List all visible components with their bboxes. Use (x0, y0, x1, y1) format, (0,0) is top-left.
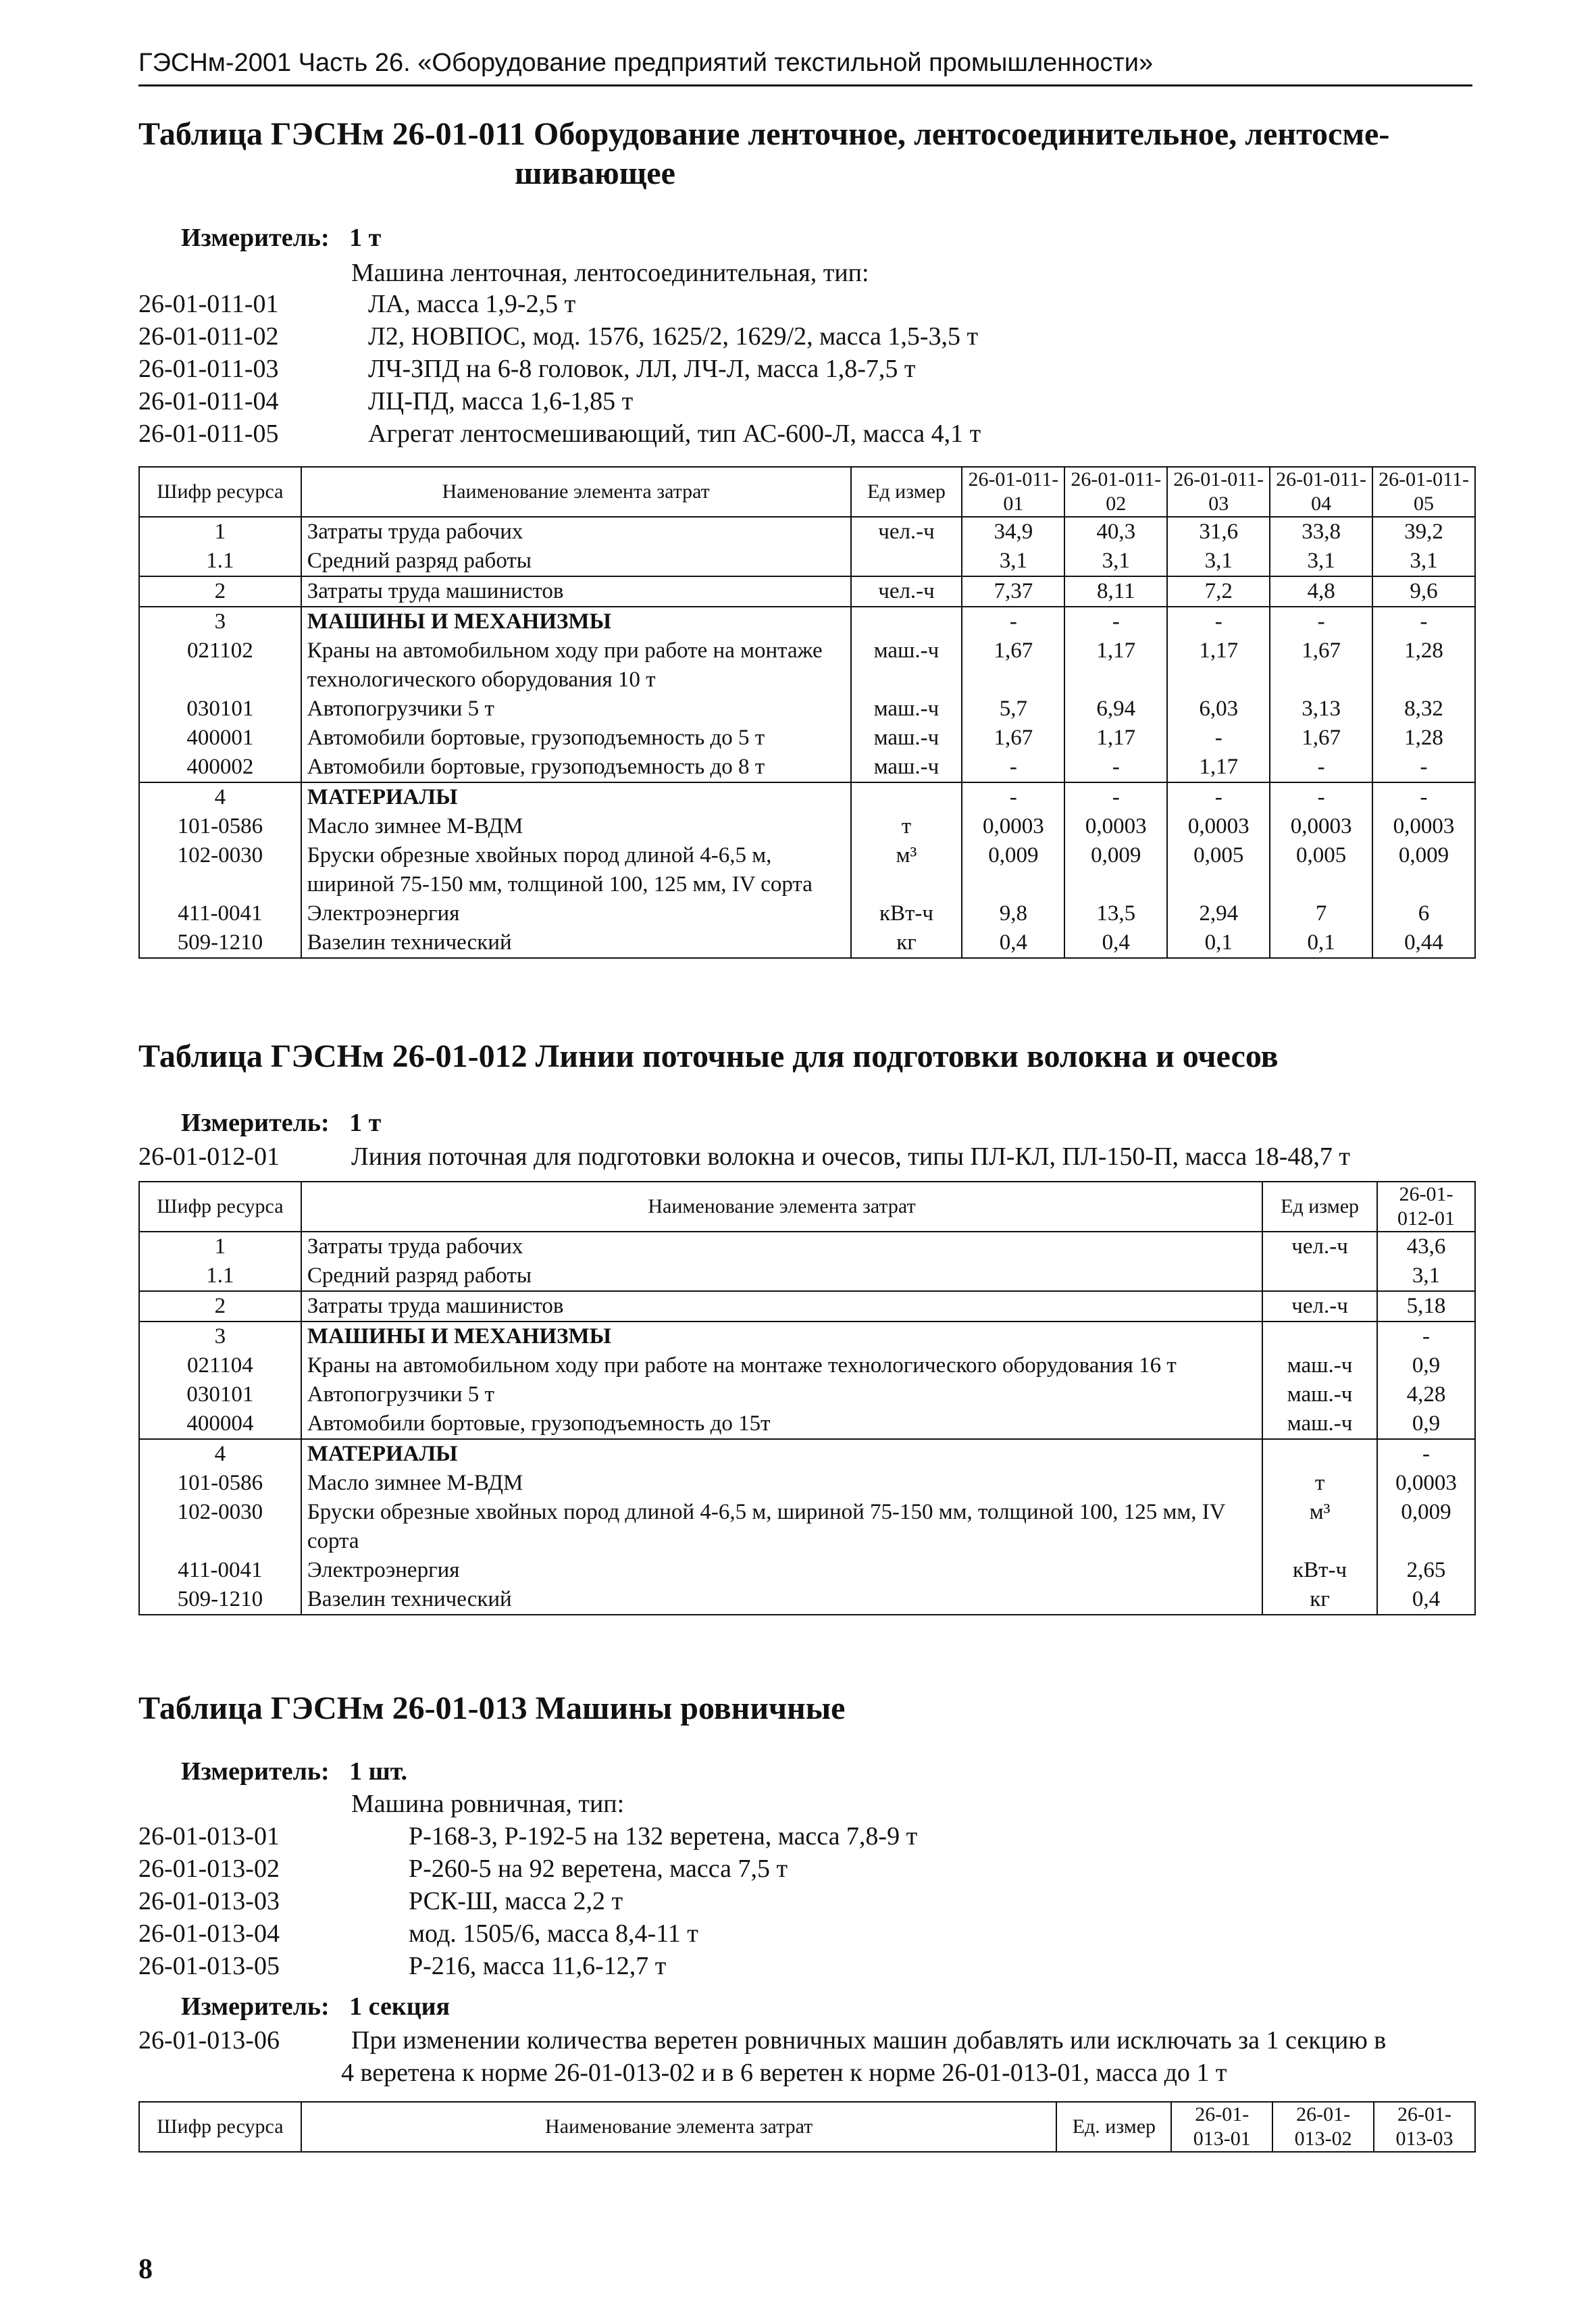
norm-value: - (962, 607, 1064, 636)
unit: чел.-ч (1262, 1291, 1377, 1322)
table3-item6-code: 26-01-013-06 (138, 2026, 280, 2055)
meter-label: Измеритель: (181, 1109, 330, 1137)
norm-value: 3,13 (1270, 695, 1372, 724)
norm-value: 0,1 (1270, 928, 1372, 958)
item-text: Р-216, масса 11,6-12,7 т (409, 1952, 667, 1980)
norm-value: 13,5 (1064, 899, 1167, 928)
norm-value: 5,7 (962, 695, 1064, 724)
norm-value: - (1270, 782, 1372, 812)
norm-value: - (962, 782, 1064, 812)
norm-value: 1,28 (1372, 724, 1475, 753)
item-code: 26-01-013-02 (138, 1855, 280, 1883)
column-header: 26-01-011-04 (1270, 467, 1372, 517)
norm-value: 9,6 (1372, 576, 1475, 607)
cost-element-name: Автомобили бортовые, грузоподъемность до 15т (301, 1409, 1262, 1439)
norm-value: 1,17 (1064, 636, 1167, 695)
norm-value: 0,009 (1377, 1498, 1475, 1556)
unit: кг (851, 928, 962, 958)
column-header: 26-01-011-05 (1372, 467, 1475, 517)
table2-item-code: 26-01-012-01 (138, 1142, 280, 1171)
norm-value: 9,8 (962, 899, 1064, 928)
norm-value: 0,0003 (1372, 812, 1475, 841)
resource-code: 509-1210 (139, 928, 301, 958)
cost-element-name: Бруски обрезные хвойных пород длиной 4-6,5 м, шириной 75-150 мм, толщиной 100, 125 мм, IV сорта (301, 1498, 1262, 1556)
unit: маш.-ч (1262, 1351, 1377, 1380)
item-code: 26-01-011-03 (138, 355, 279, 383)
norm-value: 3,1 (1372, 547, 1475, 576)
norm-value: 2,94 (1167, 899, 1270, 928)
table3-resources (138, 2101, 1476, 2153)
meter-label: Измеритель: (181, 1757, 330, 1786)
norm-value: 0,0003 (1377, 1469, 1475, 1498)
norm-value: 1,17 (1167, 636, 1270, 695)
norm-value: 0,0003 (1064, 812, 1167, 841)
item-code: 26-01-013-05 (138, 1952, 280, 1980)
norm-value: - (1167, 724, 1270, 753)
cost-element-name: МАШИНЫ И МЕХАНИЗМЫ (301, 1322, 1262, 1351)
norm-value: 2,65 (1377, 1556, 1475, 1585)
column-header: Наименование элемента затрат (301, 467, 851, 517)
column-header: 26-01-011-03 (1167, 467, 1270, 517)
norm-value: 0,005 (1167, 841, 1270, 899)
norm-value: 43,6 (1377, 1232, 1475, 1261)
table3-item6-line1: При изменении количества веретен ровничных машин добавлять или исключать за 1 секцию в (351, 2026, 1387, 2055)
norm-value: 0,009 (1064, 841, 1167, 899)
cost-element-name: Средний разряд работы (301, 547, 851, 576)
table-row (139, 1585, 1475, 1615)
table-row (139, 517, 1475, 547)
meter-value: 1 секция (349, 1992, 451, 2021)
table-row (139, 899, 1475, 928)
resource-code: 3 (139, 607, 301, 636)
cost-element-name: Затраты труда рабочих (301, 517, 851, 547)
norm-value: 4,8 (1270, 576, 1372, 607)
table-row (139, 1351, 1475, 1380)
unit: маш.-ч (851, 695, 962, 724)
meter-label: Измеритель: (181, 224, 330, 252)
cost-element-name: Масло зимнее М-ВДМ (301, 1469, 1262, 1498)
item-text: Агрегат лентосмешивающий, тип АС-600-Л, масса 4,1 т (368, 420, 981, 448)
norm-value: 1,67 (962, 724, 1064, 753)
unit: т (851, 812, 962, 841)
resource-code: 030101 (139, 695, 301, 724)
unit: м³ (851, 841, 962, 899)
unit: маш.-ч (1262, 1409, 1377, 1439)
resource-code: 101-0586 (139, 812, 301, 841)
norm-value: 39,2 (1372, 517, 1475, 547)
item-text: Р-260-5 на 92 веретена, масса 7,5 т (409, 1855, 788, 1883)
norm-value: 8,32 (1372, 695, 1475, 724)
unit (1262, 1439, 1377, 1469)
column-header: 26-01-013-01 (1171, 2102, 1272, 2152)
table1-title-line1: Таблица ГЭСНм 26-01-011 Оборудование ленточное, лентосоединительное, лентосме- (138, 116, 1390, 152)
unit: чел.-ч (851, 517, 962, 547)
item-text: ЛЧ-ЗПД на 6-8 головок, ЛЛ, ЛЧ-Л, масса 1,8-7,5 т (368, 355, 916, 383)
norm-value: - (1064, 782, 1167, 812)
meter-label: Измеритель: (181, 1992, 330, 2021)
unit (1262, 1322, 1377, 1351)
column-header: Ед. измер (1056, 2102, 1171, 2152)
column-header: Ед измер (851, 467, 962, 517)
norm-value: 0,0003 (1270, 812, 1372, 841)
cost-element-name: МАТЕРИАЛЫ (301, 782, 851, 812)
resource-code: 101-0586 (139, 1469, 301, 1498)
item-code: 26-01-013-01 (138, 1822, 280, 1851)
item-text: ЛЦ-ПД, масса 1,6-1,85 т (368, 387, 634, 416)
column-header: Шифр ресурса (139, 2102, 301, 2152)
norm-value: 0,9 (1377, 1351, 1475, 1380)
item-code: 26-01-011-05 (138, 420, 279, 448)
item-text: Р-168-3, Р-192-5 на 132 веретена, масса 7,8-9 т (409, 1822, 918, 1851)
norm-value: 0,009 (962, 841, 1064, 899)
resource-code: 1 (139, 517, 301, 547)
norm-value: - (1377, 1322, 1475, 1351)
norm-value: 34,9 (962, 517, 1064, 547)
resource-code: 411-0041 (139, 899, 301, 928)
item-text: РСК-Ш, масса 2,2 т (409, 1887, 623, 1915)
meter-value: 1 т (349, 224, 382, 252)
table-row (139, 1232, 1475, 1261)
unit: кВт-ч (851, 899, 962, 928)
table-row (139, 1498, 1475, 1556)
norm-value: 1,17 (1167, 753, 1270, 782)
table-row (139, 636, 1475, 695)
column-header: 26-01-011-01 (962, 467, 1064, 517)
norm-value: - (1372, 607, 1475, 636)
cost-element-name: Затраты труда машинистов (301, 1291, 1262, 1322)
unit: кВт-ч (1262, 1556, 1377, 1585)
resource-code: 021104 (139, 1351, 301, 1380)
column-header: Шифр ресурса (139, 1182, 301, 1232)
resource-code: 102-0030 (139, 1498, 301, 1556)
norm-value: 7,2 (1167, 576, 1270, 607)
norm-value: - (962, 753, 1064, 782)
item-text: мод. 1505/6, масса 8,4-11 т (409, 1919, 698, 1948)
table-row (139, 753, 1475, 782)
item-code: 26-01-013-04 (138, 1919, 280, 1948)
column-header: 26-01-013-03 (1374, 2102, 1475, 2152)
table1-meter (181, 223, 381, 253)
table1-resources (138, 466, 1476, 959)
table3-meter2 (181, 1992, 450, 2021)
unit (1262, 1261, 1377, 1291)
cost-element-name: Бруски обрезные хвойных пород длиной 4-6,5 м, шириной 75-150 мм, толщиной 100, 125 мм, IV сорта (301, 841, 851, 899)
table-row (139, 1556, 1475, 1585)
norm-value: 0,009 (1372, 841, 1475, 899)
table-row (139, 1439, 1475, 1469)
table3-item6-line2: 4 веретена к норме 26-01-013-02 и в 6 веретен к норме 26-01-013-01, масса до 1 т (341, 2059, 1227, 2087)
unit: чел.-ч (1262, 1232, 1377, 1261)
table-row (139, 1409, 1475, 1439)
column-header: Ед измер (1262, 1182, 1377, 1232)
resource-code: 3 (139, 1322, 301, 1351)
unit: т (1262, 1469, 1377, 1498)
cost-element-name: Автопогрузчики 5 т (301, 1380, 1262, 1409)
table2-title: Таблица ГЭСНм 26-01-012 Линии поточные для подготовки волокна и очесов (138, 1038, 1279, 1074)
table-row (139, 724, 1475, 753)
resource-code: 1.1 (139, 1261, 301, 1291)
norm-value: 0,9 (1377, 1409, 1475, 1439)
item-code: 26-01-011-02 (138, 322, 279, 351)
norm-value: 6,03 (1167, 695, 1270, 724)
resource-code: 4 (139, 782, 301, 812)
unit: м³ (1262, 1498, 1377, 1556)
norm-value: 0,005 (1270, 841, 1372, 899)
resource-code: 411-0041 (139, 1556, 301, 1585)
cost-element-name: Затраты труда рабочих (301, 1232, 1262, 1261)
column-header: 26-01-013-02 (1272, 2102, 1374, 2152)
unit: маш.-ч (851, 636, 962, 695)
cost-element-name: Электроэнергия (301, 899, 851, 928)
cost-element-name: Электроэнергия (301, 1556, 1262, 1585)
norm-value: 3,1 (1064, 547, 1167, 576)
resource-code: 400002 (139, 753, 301, 782)
norm-value: 3,1 (1167, 547, 1270, 576)
resource-code: 4 (139, 1439, 301, 1469)
norm-value: - (1270, 753, 1372, 782)
norm-value: - (1377, 1439, 1475, 1469)
resource-code: 400004 (139, 1409, 301, 1439)
norm-value: 7 (1270, 899, 1372, 928)
meter-value: 1 шт. (349, 1757, 408, 1786)
table1-intro: Машина ленточная, лентосоединительная, тип: (351, 259, 869, 287)
unit: маш.-ч (1262, 1380, 1377, 1409)
table-row (139, 1469, 1475, 1498)
table-row (139, 695, 1475, 724)
column-header: Наименование элемента затрат (301, 2102, 1057, 2152)
norm-value: 3,1 (962, 547, 1064, 576)
norm-value: - (1167, 607, 1270, 636)
norm-value: 1,28 (1372, 636, 1475, 695)
cost-element-name: Краны на автомобильном ходу при работе на монтаже технологического оборудования 10 т (301, 636, 851, 695)
resource-code: 021102 (139, 636, 301, 695)
unit: чел.-ч (851, 576, 962, 607)
norm-value: - (1064, 753, 1167, 782)
resource-code: 509-1210 (139, 1585, 301, 1615)
table-row (139, 1380, 1475, 1409)
unit: маш.-ч (851, 724, 962, 753)
norm-value: 0,4 (962, 928, 1064, 958)
norm-value: 0,0003 (1167, 812, 1270, 841)
norm-value: 0,1 (1167, 928, 1270, 958)
item-code: 26-01-011-01 (138, 290, 279, 318)
table2-meter (181, 1108, 381, 1138)
cost-element-name: Автопогрузчики 5 т (301, 695, 851, 724)
column-header: Шифр ресурса (139, 467, 301, 517)
norm-value: 1,67 (962, 636, 1064, 695)
table-row (139, 928, 1475, 958)
norm-value: 40,3 (1064, 517, 1167, 547)
norm-value: 5,18 (1377, 1291, 1475, 1322)
table-row (139, 782, 1475, 812)
resource-code: 2 (139, 576, 301, 607)
norm-value: 6,94 (1064, 695, 1167, 724)
table-row (139, 812, 1475, 841)
table-row (139, 547, 1475, 576)
cost-element-name: Автомобили бортовые, грузоподъемность до 5 т (301, 724, 851, 753)
table1-title-line2: шивающее (515, 155, 675, 191)
page-number: 8 (138, 2254, 153, 2285)
column-header: 26-01-011-02 (1064, 467, 1167, 517)
cost-element-name: МАШИНЫ И МЕХАНИЗМЫ (301, 607, 851, 636)
norm-value: - (1270, 607, 1372, 636)
norm-value: 3,1 (1270, 547, 1372, 576)
norm-value: 0,44 (1372, 928, 1475, 958)
unit (851, 607, 962, 636)
resource-code: 1 (139, 1232, 301, 1261)
cost-element-name: Автомобили бортовые, грузоподъемность до 8 т (301, 753, 851, 782)
column-header: Наименование элемента затрат (301, 1182, 1262, 1232)
table-row (139, 1261, 1475, 1291)
unit: маш.-ч (851, 753, 962, 782)
norm-value: 6 (1372, 899, 1475, 928)
table-row (139, 576, 1475, 607)
table3-intro: Машина ровничная, тип: (351, 1790, 625, 1818)
item-code: 26-01-013-03 (138, 1887, 280, 1915)
norm-value: 0,4 (1377, 1585, 1475, 1615)
norm-value: - (1372, 753, 1475, 782)
cost-element-name: Затраты труда машинистов (301, 576, 851, 607)
item-text: ЛА, масса 1,9-2,5 т (368, 290, 576, 318)
unit: кг (1262, 1585, 1377, 1615)
norm-value: 33,8 (1270, 517, 1372, 547)
resource-code: 1.1 (139, 547, 301, 576)
norm-value: 31,6 (1167, 517, 1270, 547)
norm-value: 1,17 (1064, 724, 1167, 753)
table3-title: Таблица ГЭСНм 26-01-013 Машины ровничные (138, 1690, 846, 1726)
cost-element-name: Средний разряд работы (301, 1261, 1262, 1291)
cost-element-name: Вазелин технический (301, 1585, 1262, 1615)
table3-meter (181, 1757, 407, 1786)
norm-value: - (1372, 782, 1475, 812)
resource-code: 400001 (139, 724, 301, 753)
cost-element-name: Масло зимнее М-ВДМ (301, 812, 851, 841)
norm-value: 1,67 (1270, 636, 1372, 695)
norm-value: 0,0003 (962, 812, 1064, 841)
table-row (139, 607, 1475, 636)
norm-value: 4,28 (1377, 1380, 1475, 1409)
cost-element-name: Краны на автомобильном ходу при работе на монтаже технологического оборудования 16 т (301, 1351, 1262, 1380)
norm-value: - (1064, 607, 1167, 636)
unit (851, 547, 962, 576)
norm-value: 0,4 (1064, 928, 1167, 958)
table-row (139, 1322, 1475, 1351)
column-header: 26-01-012-01 (1377, 1182, 1475, 1232)
cost-element-name: МАТЕРИАЛЫ (301, 1439, 1262, 1469)
resource-code: 2 (139, 1291, 301, 1322)
table2-resources (138, 1181, 1476, 1615)
norm-value: 8,11 (1064, 576, 1167, 607)
cost-element-name: Вазелин технический (301, 928, 851, 958)
table1-title (138, 115, 1472, 193)
norm-value: - (1167, 782, 1270, 812)
item-text: Л2, НОВПОС, мод. 1576, 1625/2, 1629/2, масса 1,5-3,5 т (368, 322, 979, 351)
table-row (139, 1291, 1475, 1322)
table-row (139, 841, 1475, 899)
running-header: ГЭСНм-2001 Часть 26. «Оборудование предприятий текстильной промышленности» (138, 49, 1472, 86)
norm-value: 7,37 (962, 576, 1064, 607)
resource-code: 102-0030 (139, 841, 301, 899)
unit (851, 782, 962, 812)
norm-value: 3,1 (1377, 1261, 1475, 1291)
item-code: 26-01-011-04 (138, 387, 279, 416)
meter-value: 1 т (349, 1109, 382, 1137)
table2-item-text: Линия поточная для подготовки волокна и очесов, типы ПЛ-КЛ, ПЛ-150-П, масса 18-48,7 т (351, 1142, 1350, 1171)
resource-code: 030101 (139, 1380, 301, 1409)
norm-value: 1,67 (1270, 724, 1372, 753)
